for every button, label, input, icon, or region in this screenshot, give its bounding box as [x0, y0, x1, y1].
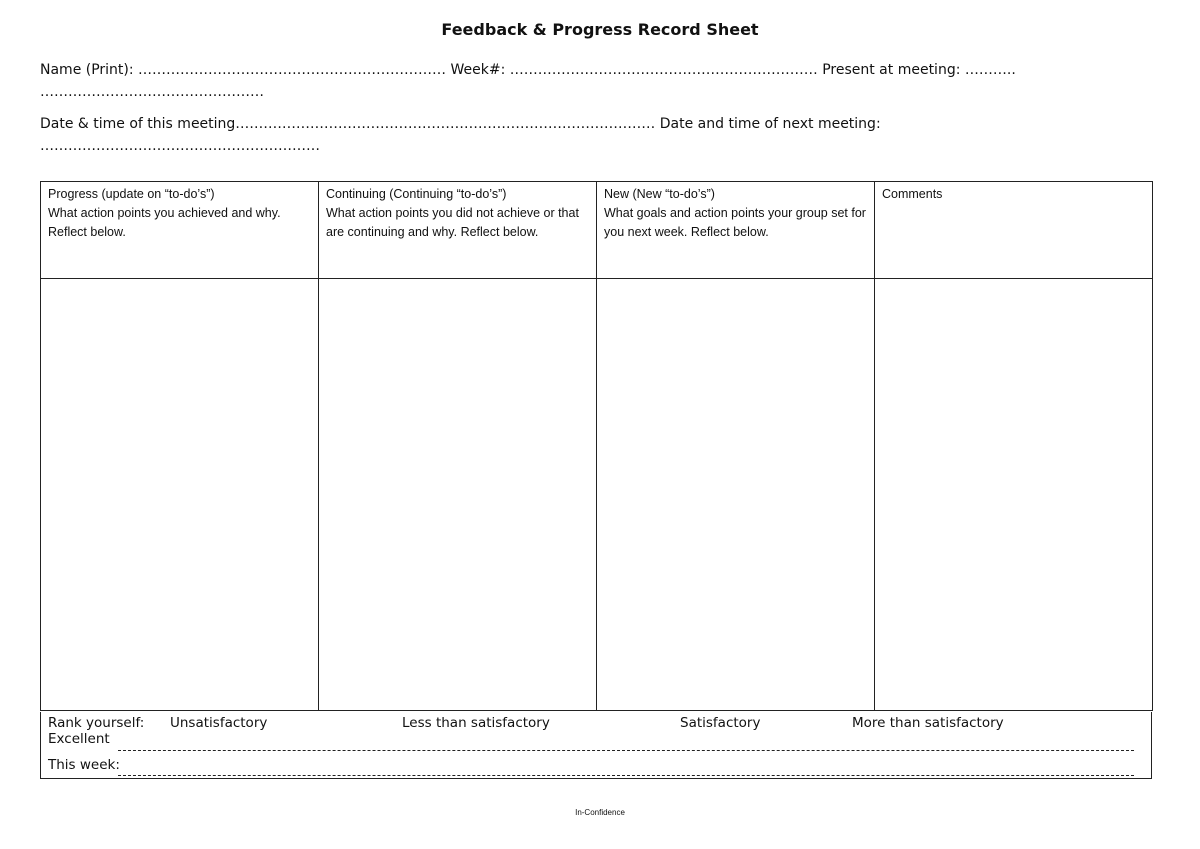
meeting-dates-fields: Date & time of this meeting……………………………………………………………………………… Date and time of next meeting: ……………………………………………………	[40, 116, 886, 154]
progress-entry-area	[41, 279, 319, 711]
name-week-attendance-fields: Name (Print): ………………………………………………………… Week#: ………………………………………………………… Present at meeting: ……….. …………………………………………	[40, 62, 1021, 100]
rank-option-satisfactory: Satisfactory	[680, 715, 761, 731]
rank-option-unsatisfactory: Unsatisfactory	[170, 715, 268, 731]
continuing-column-description: What action points you did not achieve or that are continuing and why. Reflect below.	[326, 206, 579, 239]
rank-option-excellent: Excellent	[48, 731, 110, 747]
continuing-column-title: Continuing (Continuing “to-do’s”)	[326, 187, 507, 201]
this-week-line	[118, 775, 1134, 776]
rank-option-less-than-satisfactory: Less than satisfactory	[402, 715, 550, 731]
record-table	[40, 181, 1153, 711]
comments-column-header	[875, 182, 1153, 279]
rank-divider-line	[118, 750, 1134, 751]
new-column-title: New (New “to-do’s”)	[604, 187, 715, 201]
rank-section-border	[1151, 712, 1152, 778]
new-column-description: What goals and action points your group set for you next week. Reflect below.	[604, 206, 866, 239]
progress-column-header	[41, 182, 319, 279]
rank-option-more-than-satisfactory: More than satisfactory	[852, 715, 1004, 731]
new-entry-area	[597, 279, 875, 711]
table-entry-row	[41, 279, 1153, 711]
this-week-label: This week:	[48, 757, 120, 773]
confidentiality-footer: In-Confidence	[575, 808, 625, 817]
progress-column-title: Progress (update on “to-do’s”)	[48, 187, 215, 201]
rank-label: Rank yourself:	[48, 715, 145, 731]
table-header-row	[41, 182, 1153, 279]
new-column-header	[597, 182, 875, 279]
progress-column-description: What action points you achieved and why. Reflect below.	[48, 206, 281, 239]
comments-column-title: Comments	[882, 187, 943, 201]
page-title: Feedback & Progress Record Sheet	[441, 20, 759, 39]
continuing-column-header	[319, 182, 597, 279]
continuing-entry-area	[319, 279, 597, 711]
rank-section	[40, 712, 1152, 779]
comments-entry-area	[875, 279, 1153, 711]
